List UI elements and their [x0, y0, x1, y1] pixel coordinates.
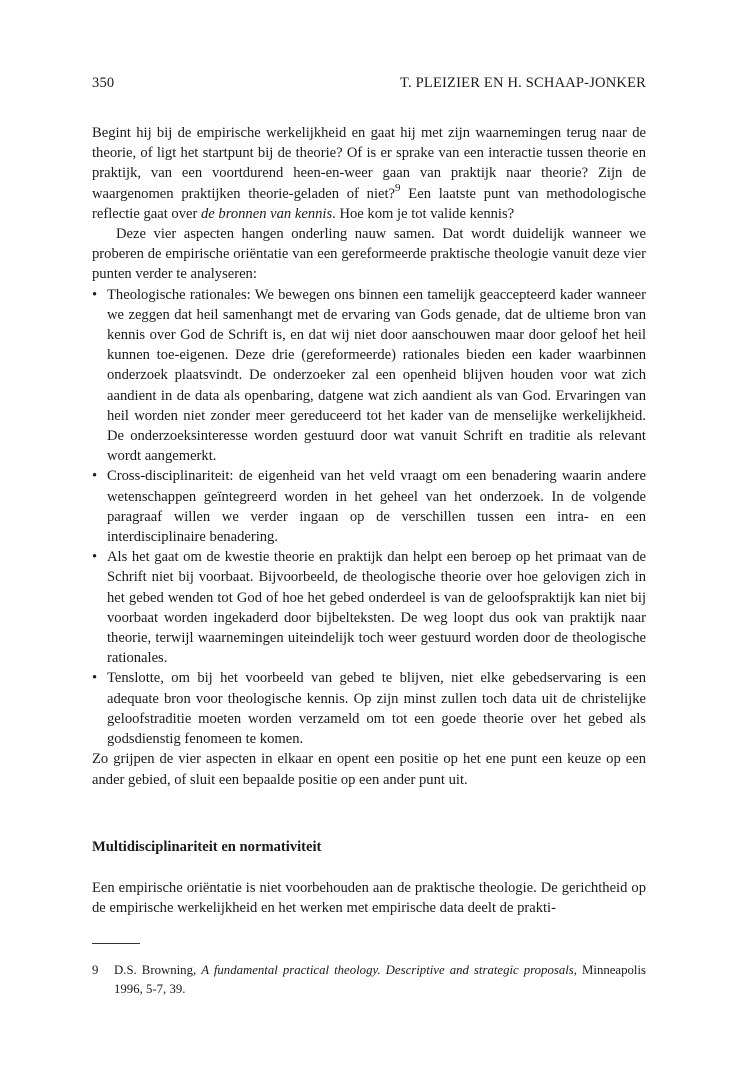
page — [92, 74, 646, 918]
footnote-divider — [92, 943, 140, 944]
body-text — [92, 123, 646, 790]
intro-text-3: . Hoe kom je tot valide kennis? — [332, 205, 515, 222]
bullet-text: Cross-disciplinariteit: de eigenheid van het veld vraagt om een benadering waarin andere wetenschappen geïntegreerd worden in het geheel van het onderzoek. In de volgende paragraaf willen we verder ingaan op de verschillen tussen een intra- en een interdisciplinaire benadering. — [107, 468, 646, 546]
footnote-number: 9 — [92, 963, 99, 977]
bullet-list — [92, 285, 646, 750]
footnote-title: A fundamental practical theology. Descriptive and strategic proposals, — [201, 963, 577, 977]
bullet-text: Tenslotte, om bij het voorbeeld van gebed te blijven, niet elke gebedservaring is een adequate bron voor theologische kennis. Op zijn minst zullen toch data uit de christelijke geloofstraditie moeten worden verzameld om tot een goede theorie over het gebed als godsdienstig fenomeen te komen. — [107, 670, 646, 748]
bullet-item — [92, 466, 646, 547]
bullet-item — [92, 547, 646, 668]
footnote-rest: Minneapolis 1996, 5-7, 39. — [114, 963, 646, 996]
bullet-text: Theologische rationales: We bewegen ons binnen een tamelijk geaccepteerd kader wanneer we zeggen dat heil samenhangt met de ervaring van Gods genade, dat de ultieme bron van kennis over God de Schrift is, en dat wij niet door aanschouwen maar door geloof het heil kunnen toe-eigenen. Deze drie (gereformeerde) rationales bieden een kader waarbinnen onderzoek plaatsvindt. De onderzoeker zal een openheid blijven houden voor wat zich aandient in de data als openbaring, datgene wat zich aandient als van God. Ervaringen van heil worden niet zonder meer gereduceerd tot het kader van de menselijke werkelijkheid. De onderzoeksinteresse worden gestuurd door wat vanuit Schrift en traditie als relevant wordt aangemerkt. — [107, 286, 646, 465]
intro-emphasis: de bronnen van kennis — [200, 205, 333, 222]
page-number: 350 — [92, 75, 115, 91]
bullet-dot: • — [92, 286, 98, 303]
running-head-authors: T. PLEIZIER EN H. SCHAAP-JONKER — [400, 75, 646, 91]
bullet-text: Als het gaat om de kwestie theorie en praktijk dan helpt een beroep op het primaat van de Schrift niet bij voorbaat. Bijvoorbeeld, de theologische theorie over hoe gelovigen zich in het gebed wenden tot God of hoe het gebed onderdeel is van de geloofspraktijk kan niet bij voorbaat worden ingekaderd door bijbelteksten. De weg loopt dus ook van praktijk naar theorie, terwijl waarnemingen uiteindelijk toch weer gestuurd worden door de theologische rationales. — [107, 549, 646, 667]
intro-text-2: Een laatste punt van methodologische reflectie gaat over — [92, 185, 646, 222]
footnote-author: D.S. Browning, — [114, 963, 202, 977]
paragraph-intro — [92, 123, 646, 224]
section-paragraph: Een empirische oriëntatie is niet voorbehouden aan de praktische theologie. De gerichtheid op de empirische werkelijkheid en het werken met empirische data deelt de prakti- — [92, 879, 646, 916]
section-heading: Multidisciplinariteit en normativiteit — [92, 838, 322, 855]
bullet-dot: • — [92, 670, 98, 687]
bullet-dot: • — [92, 468, 98, 485]
bullet-item — [92, 668, 646, 749]
footnote-text — [114, 961, 646, 999]
intro-text-1: Begint hij bij de empirische werkelijkheid en gaat hij met zijn waarnemingen terug naar de theorie, of ligt het startpunt bij de theorie? Of is er sprake van een interactie tussen theorie en praktijk, van een voortdurend heen-en-weer gaan van praktijk naar theorie? Zijn de waargenomen praktijken theorie-geladen of niet? — [92, 125, 646, 202]
running-header — [92, 74, 646, 92]
paragraph-aspects: Deze vier aspecten hangen onderling nauw samen. Dat wordt duidelijk wanneer we proberen de empirische oriëntatie van een gereformeerde praktische theologie vanuit deze vier punten verder te analyseren: — [92, 226, 646, 283]
bullet-dot: • — [92, 549, 98, 566]
paragraph-closing: Zo grijpen de vier aspecten in elkaar en opent een positie op het ene punt een keuze op een ander gebied, of sluit een bepaalde positie op een ander punt uit. — [92, 751, 646, 788]
footnote-ref-9[interactable]: 9 — [395, 181, 401, 194]
bullet-item — [92, 285, 646, 467]
footnote — [92, 961, 646, 999]
